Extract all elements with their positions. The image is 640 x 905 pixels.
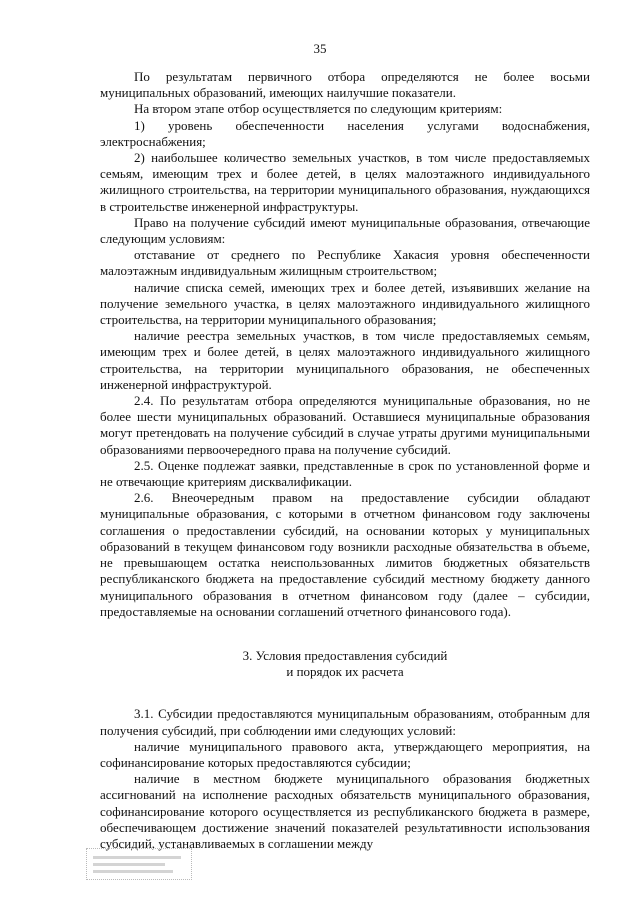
section-heading-line: 3. Условия предоставления субсидий	[242, 647, 448, 663]
paragraph: наличие списка семей, имеющих трех и более детей, изъявивших желание на получение земельного участка, в целях малоэтажного индивидуального жилищного строительства, на территории муниципального образования;	[100, 279, 590, 328]
paragraph: 2.6. Внеочередным правом на предоставление субсидии обладают муниципальные образования, с которыми в отчетном финансовом году заключены соглашения о предоставлении субсидий, на основании которых у муниципальных образований в текущем финансовом году возникли расходные обязательства в объеме, не превышающем остатка неиспользованных лимитов бюджетных обязательств республиканского бюджета на предоставление субсидий местному бюджету данного муниципального образования в отчетном финансовом году (далее – субсидии, предоставляемые на основании соглашений отчетного финансового года).	[100, 490, 590, 619]
paragraph: наличие в местном бюджете муниципального образования бюджетных ассигнований на исполнение расходных обязательств муниципального образования, софинансирование которого осуществляется из республиканского бюджета в размере, обеспечивающем достижение значений показателей результативности использования субсидий, устанавливаемых в соглашении между	[100, 771, 590, 851]
document-body	[100, 69, 590, 852]
paragraph: отставание от среднего по Республике Хакасия уровня обеспеченности малоэтажным индивидуальным жилищным строительством;	[100, 247, 590, 279]
paragraph: Право на получение субсидий имеют муниципальные образования, отвечающие следующим условиям:	[100, 214, 590, 247]
paragraph: 1) уровень обеспеченности населения услугами водоснабжения, электроснабжения;	[100, 117, 590, 149]
section-heading	[100, 648, 590, 680]
stamp-mark	[93, 863, 165, 866]
paragraph: наличие реестра земельных участков, в том числе предоставляемых семьям, имеющим трех и более детей, в целях малоэтажного индивидуального жилищного строительства, на территории муниципального образования, не обеспеченных инженерной инфраструктурой.	[100, 328, 590, 392]
paragraph: наличие муниципального правового акта, утверждающего мероприятия, на софинансирование которых предоставляются субсидии;	[100, 738, 590, 770]
faded-stamp	[86, 848, 192, 880]
paragraph: 2.4. По результатам отбора определяются муниципальные образования, но не более шести муниципальных образований. Оставшиеся муниципальные образования могут претендовать на получение субсидий в случае утраты другими муниципальными образованиями первоочередного права на получение субсидий.	[100, 393, 590, 457]
page-number: 35	[313, 41, 327, 56]
stamp-mark	[93, 856, 181, 859]
paragraph: На втором этапе отбор осуществляется по следующим критериям:	[134, 101, 503, 117]
stamp-mark	[93, 870, 173, 873]
section-heading-line: и порядок их расчета	[286, 664, 404, 680]
paragraph: 3.1. Субсидии предоставляются муниципальным образованиям, отобранным для получения субсидий, при соблюдении ими следующих условий:	[100, 706, 590, 738]
paragraph: 2.5. Оценке подлежат заявки, представленные в срок по установленной форме и не отвечающие критериям дисквалификации.	[100, 457, 590, 490]
paragraph: 2) наибольшее количество земельных участков, в том числе предоставляемых семьям, имеющим трех и более детей, в целях малоэтажного индивидуального жилищного строительства, на территории муниципального образования, нуждающихся в строительстве инженерной инфраструктуры.	[100, 150, 590, 214]
paragraph: По результатам первичного отбора определяются не более восьми муниципальных образований, имеющих наилучшие показатели.	[100, 69, 590, 101]
